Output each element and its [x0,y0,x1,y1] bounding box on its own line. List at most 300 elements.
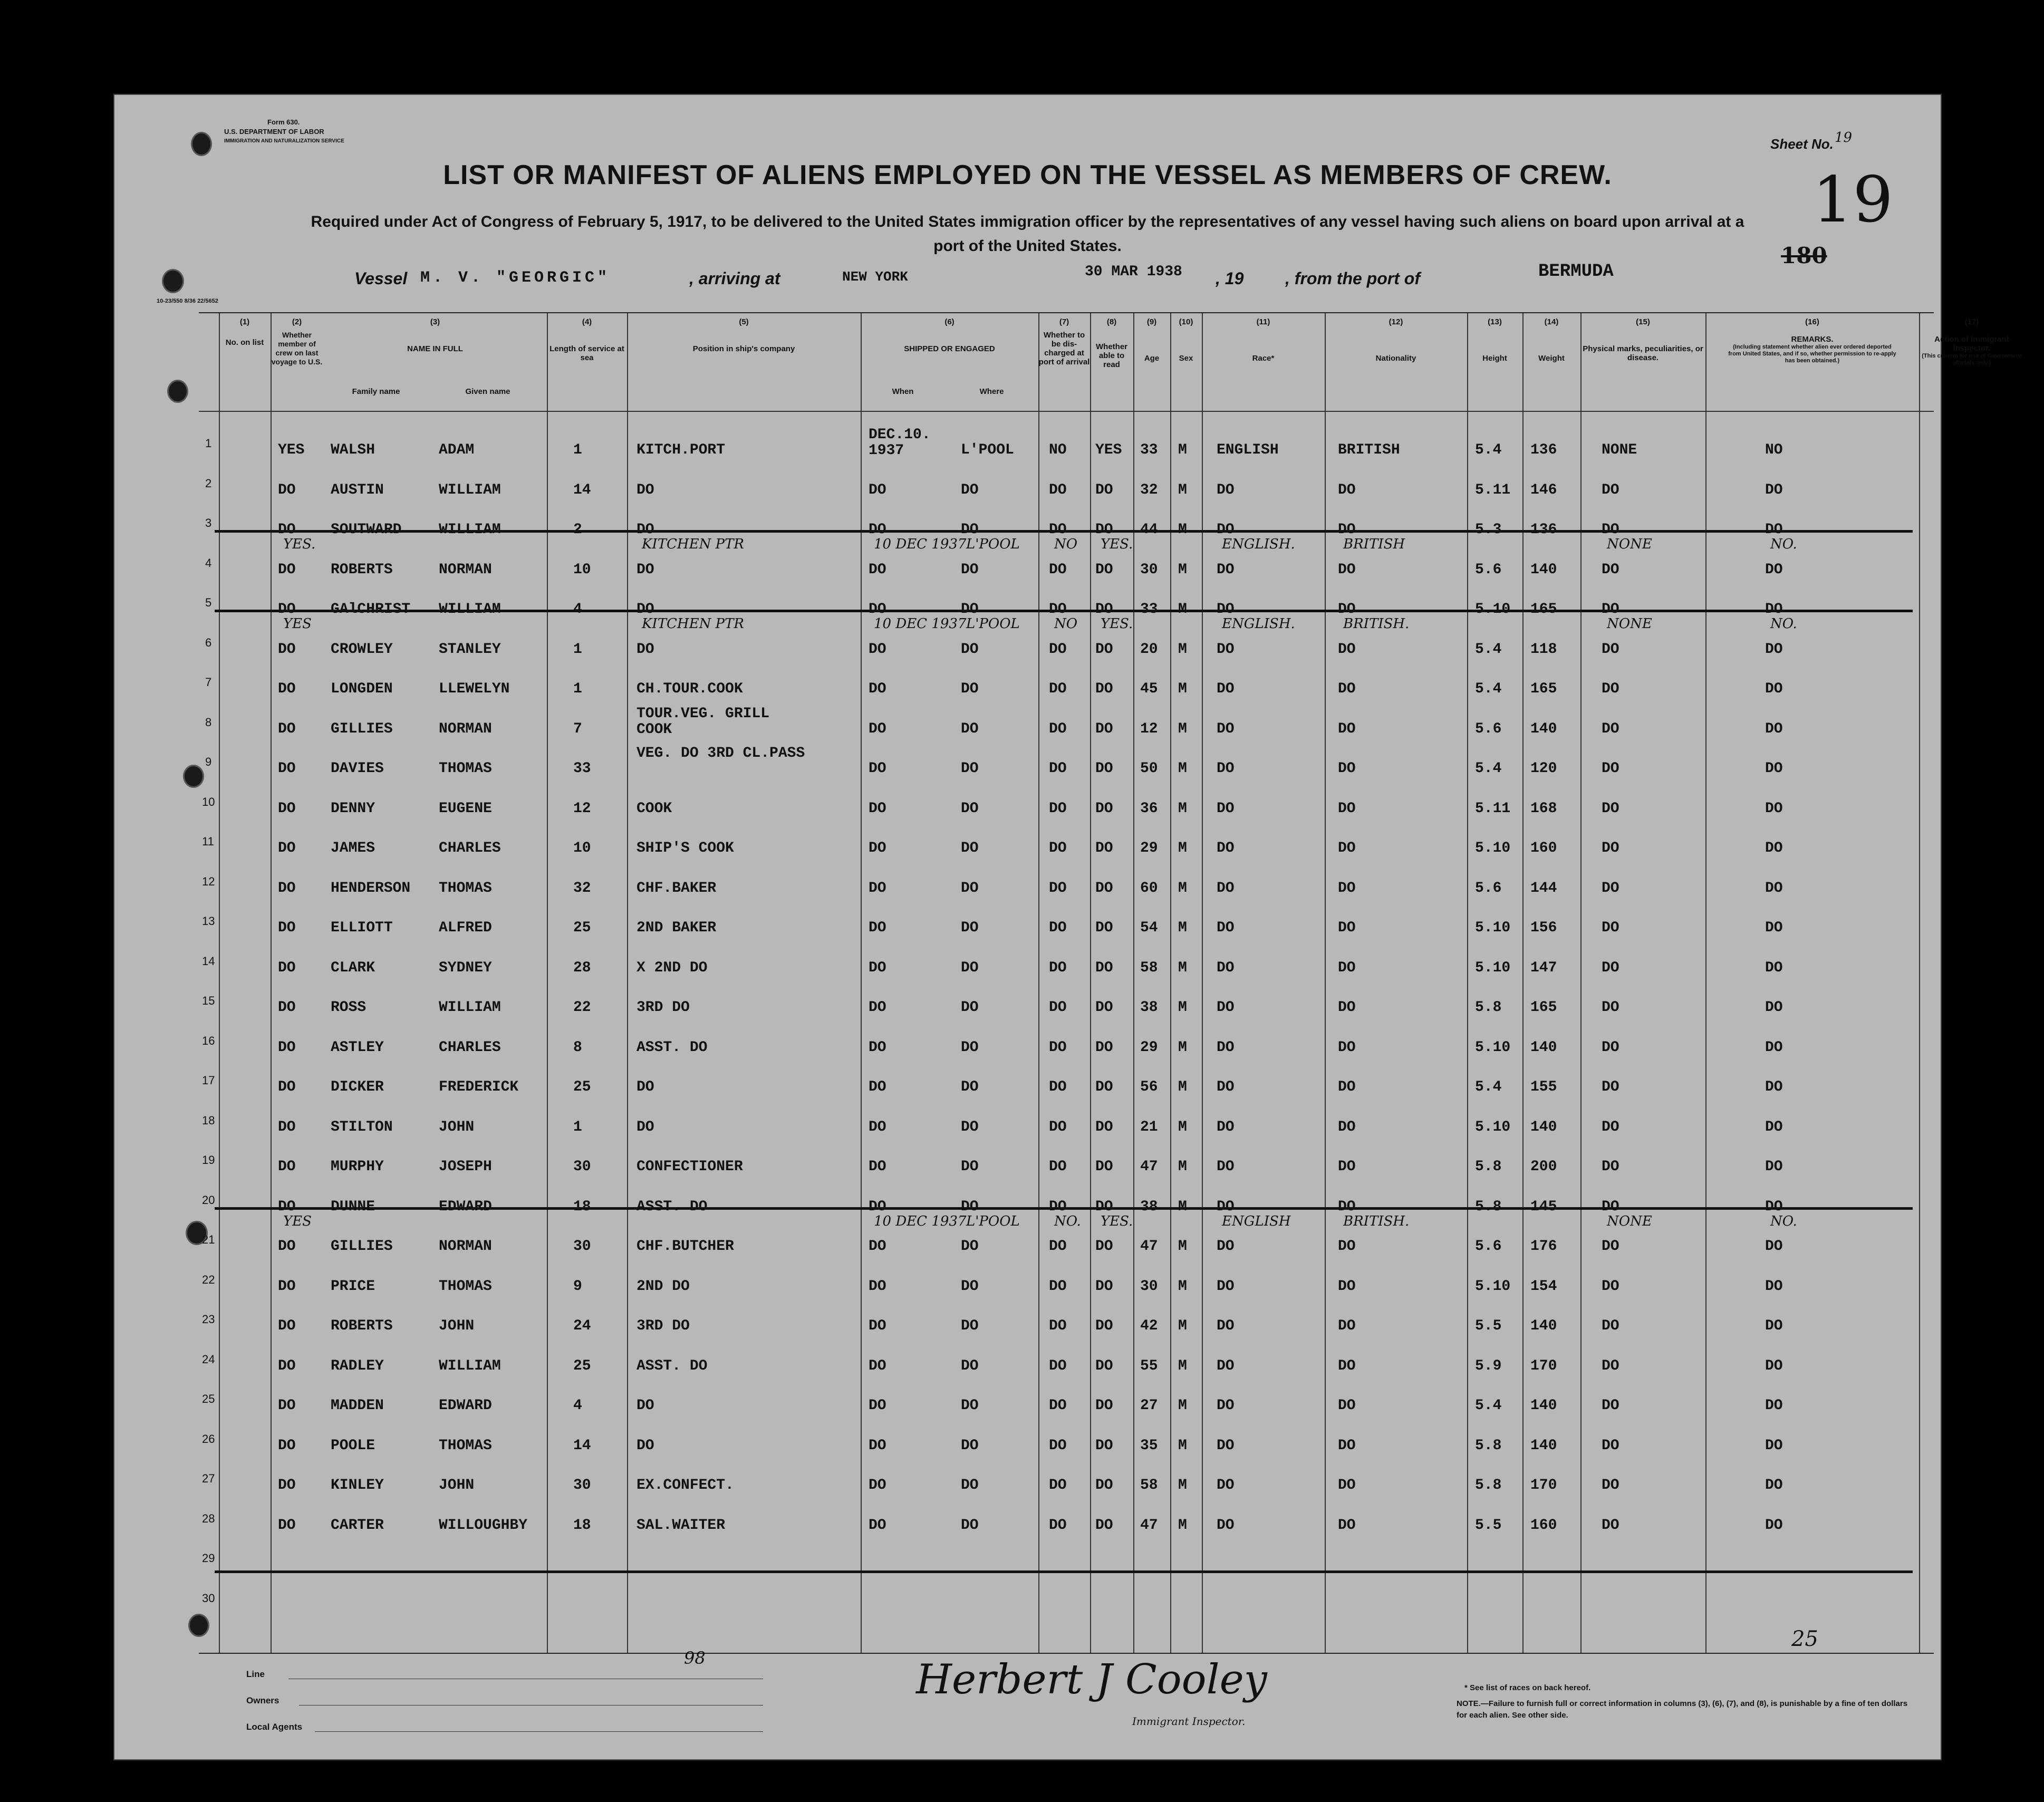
table-row [199,1271,1934,1303]
handwritten-marks: NONE [1607,1213,1652,1229]
cell-marks: DO [1602,800,1619,817]
cell-c2: DO [278,1318,296,1334]
cell-pos: 2ND BAKER [637,920,717,936]
cell-wt: 136 [1530,522,1557,538]
cell-wt: 120 [1530,760,1557,777]
crew-table [199,312,2022,1654]
cell-nat: DO [1338,601,1356,618]
cell-marks: DO [1602,1238,1619,1255]
cell-fam: DICKER [331,1079,384,1095]
inspector-signature: Herbert J Cooley [916,1656,1267,1703]
cell-marks: DO [1602,1039,1619,1056]
page-title: LIST OR MANIFEST OF ALIENS EMPLOYED ON THE VESSEL AS MEMBERS OF CREW. [443,160,1612,190]
cell-wt: 146 [1530,481,1557,498]
row-number: 1 [205,437,212,450]
cell-when: DO [869,1278,886,1295]
cell-rem: DO [1765,1517,1783,1534]
cell-race: DO [1217,1079,1235,1095]
handwritten-nat: BRITISH [1343,536,1405,552]
cell-ht: 5.10 [1475,959,1511,976]
cell-len: 32 [573,880,591,897]
cell-marks: DO [1602,481,1619,498]
handwritten-dis: NO [1054,536,1078,552]
cell-marks: DO [1602,1119,1619,1135]
cell-sex: M [1178,601,1187,618]
cell-read: DO [1095,601,1113,618]
cell-wt: 140 [1530,720,1557,737]
table-row [199,745,1934,785]
cell-dis: DO [1049,800,1067,817]
cell-when: DO [869,1079,886,1095]
cell-read: DO [1095,1357,1113,1374]
handwritten-marks: NONE [1607,616,1652,632]
cell-marks: DO [1602,1318,1619,1334]
cell-nat: BRITISH [1338,442,1400,458]
cell-giv: THOMAS [439,1278,492,1295]
cell-c2: DO [278,1357,296,1374]
cell-ht: 5.11 [1475,800,1511,817]
cell-marks: NONE [1602,442,1637,458]
cell-pos: 3RD DO [637,1318,690,1334]
table-row [199,833,1934,864]
cell-where: DO [961,1159,979,1175]
cell-fam: CARTER [331,1517,384,1534]
cell-race: DO [1217,840,1235,856]
cell-nat: DO [1338,561,1356,578]
cell-giv: JOHN [439,1318,475,1334]
cell-giv: FREDERICK [439,1079,519,1095]
cell-ht: 5.10 [1475,1119,1511,1135]
cell-fam: DUNNE [331,1198,375,1215]
cell-read: DO [1095,800,1113,817]
cell-fam: AUSTIN [331,481,384,498]
cell-marks: DO [1602,720,1619,737]
col-12-title: Nationality [1375,354,1416,363]
table-row [199,873,1934,904]
cell-dis: DO [1049,681,1067,697]
cell-where: DO [961,760,979,777]
from-port-label: , from the port of [1285,269,1420,288]
cell-len: 28 [573,959,591,976]
col-17-title: Action of Immigrant Inspector. [1934,335,2009,353]
cell-len: 14 [573,1437,591,1454]
cell-rem: DO [1765,880,1783,897]
row-number: 2 [205,476,212,490]
cell-dis: DO [1049,1398,1067,1414]
cell-race: DO [1217,1398,1235,1414]
cell-marks: DO [1602,1477,1619,1493]
cell-race: ENGLISH [1217,442,1279,458]
cell-where: DO [961,800,979,817]
cell-where: DO [961,1278,979,1295]
cell-c2: DO [278,681,296,697]
handwritten-nat: BRITISH. [1343,616,1410,632]
cell-race: DO [1217,920,1235,936]
cell-when: DO [869,1198,886,1215]
cell-dis: DO [1049,760,1067,777]
cell-pos: EX.CONFECT. [637,1477,734,1493]
cell-sex: M [1178,840,1187,856]
cell-pos: DO [637,522,654,538]
row-number: 9 [205,755,212,768]
service-name: IMMIGRATION AND NATURALIZATION SERVICE [224,138,344,144]
cell-race: DO [1217,522,1235,538]
sheet-number: 19 [1835,130,1853,146]
cell-sex: M [1178,1119,1187,1135]
cell-dis: DO [1049,999,1067,1016]
row-number: 29 [202,1552,215,1565]
cell-rem: DO [1765,681,1783,697]
cell-read: DO [1095,681,1113,697]
table-row [199,427,1934,466]
cell-where: L'POOL [961,442,1014,458]
cell-ht: 5.11 [1475,481,1511,498]
cell-race: DO [1217,880,1235,897]
races-note: * See list of races on back hereof. [1464,1683,1591,1692]
cell-rem: DO [1765,1238,1783,1255]
page-subtitle: Required under Act of Congress of February 5, 1917, to be delivered to the United States immigration officer by the representatives of any vessel having such aliens on board upon arrival at a port of the United States. [311,213,1744,255]
table-row [199,594,1934,632]
cell-wt: 136 [1530,442,1557,458]
row-number: 3 [205,516,212,529]
cell-age: 47 [1140,1238,1158,1255]
cell-c2: DO [278,880,296,897]
cell-fam: JAMES [331,840,375,856]
cell-marks: DO [1602,920,1619,936]
col-3b-title: Given name [465,387,510,396]
cell-dis: DO [1049,720,1067,737]
cell-len: 25 [573,1079,591,1095]
cell-nat: DO [1338,1357,1356,1374]
cell-c2: DO [278,840,296,856]
cell-len: 33 [573,760,591,777]
cell-marks: DO [1602,522,1619,538]
cell-when: DO [869,681,886,697]
cell-marks: DO [1602,760,1619,777]
col-2-number: (2) [292,317,302,326]
cell-sex: M [1178,1238,1187,1255]
cell-nat: DO [1338,1477,1356,1493]
table-row [199,1191,1934,1229]
cell-age: 50 [1140,760,1158,777]
cell-pos: ASST. DO [637,1039,708,1056]
table-row [199,673,1934,705]
cell-when: DO [869,522,886,538]
cell-giv: JOHN [439,1119,475,1135]
cell-c2: DO [278,1517,296,1534]
cell-dis: DO [1049,1318,1067,1334]
col-16-subtitle: (Including statement whether alien ever ordered deported from United States, and if so, whether permission to re-apply has been obtained.) [1728,344,1896,364]
cell-rem: DO [1765,1278,1783,1295]
handwritten-marks: NONE [1607,536,1652,552]
cell-read: DO [1095,1437,1113,1454]
col-8-title: Whether able to read [1096,342,1127,369]
row-number: 10 [202,795,215,808]
cell-when: DO [869,641,886,658]
cell-nat: DO [1338,720,1356,737]
cell-rem: DO [1765,561,1783,578]
cell-age: 38 [1140,1198,1158,1215]
cell-race: DO [1217,1119,1235,1135]
cell-ht: 5.10 [1475,840,1511,856]
cell-marks: DO [1602,1159,1619,1175]
row-number: 7 [205,676,212,689]
cell-wt: 170 [1530,1477,1557,1493]
cell-pos: CONFECTIONER [637,1159,743,1175]
cell-giv: THOMAS [439,1437,492,1454]
handwritten-rem: NO. [1770,536,1797,552]
row-number: 25 [202,1392,215,1405]
cell-race: DO [1217,800,1235,817]
cell-rem: DO [1765,1039,1783,1056]
cell-c2: DO [278,1039,296,1056]
col-15-title: Physical marks, peculiarities, or disease. [1583,344,1703,362]
cell-giv: NORMAN [439,1238,492,1255]
cell-age: 56 [1140,1079,1158,1095]
col-6b-title: Where [979,387,1004,396]
cell-nat: DO [1338,880,1356,897]
cell-sex: M [1178,720,1187,737]
cell-where: DO [961,920,979,936]
cell-when: DO [869,959,886,976]
cell-len: 4 [573,1398,582,1414]
cell-age: 29 [1140,1039,1158,1056]
cell-fam: SOUTWARD [331,522,402,538]
cell-where: DO [961,880,979,897]
cell-read: YES [1095,442,1122,458]
cell-rem: DO [1765,522,1783,538]
cell-giv: WILLIAM [439,1357,501,1374]
line-label: Line [246,1669,265,1679]
handwritten-rem: NO. [1770,616,1797,632]
department-name: U.S. DEPARTMENT OF LABOR [224,128,324,136]
cell-marks: DO [1602,1517,1619,1534]
form-number: Form 630. [267,118,300,126]
cell-rem: DO [1765,800,1783,817]
cell-c2: DO [278,601,296,618]
cell-pos: DO [637,1398,654,1414]
cell-age: 55 [1140,1357,1158,1374]
cell-nat: DO [1338,1238,1356,1255]
cell-when: DO [869,481,886,498]
cell-when: DO [869,1039,886,1056]
col-5-title: Position in ship's company [692,344,795,353]
cell-len: 14 [573,481,591,498]
cell-giv: JOSEPH [439,1159,492,1175]
table-row [199,912,1934,944]
cell-c2: DO [278,1477,296,1493]
cell-fam: CLARK [331,959,375,976]
cell-fam: GILLIES [331,720,393,737]
cell-age: 58 [1140,959,1158,976]
table-row [199,634,1934,666]
cell-nat: DO [1338,1517,1356,1534]
cell-age: 54 [1140,920,1158,936]
cell-giv: EDWARD [439,1198,492,1215]
table-row [199,1072,1934,1103]
cell-where: DO [961,481,979,498]
cell-c2: DO [278,1198,296,1215]
cell-when: DO [869,999,886,1016]
table-row [199,1310,1934,1342]
vessel-label: Vessel [354,269,408,288]
cell-read: DO [1095,1039,1113,1056]
cell-pos: TOUR.VEG. GRILL COOK [637,705,770,738]
cell-when: DO [869,1517,886,1534]
cell-len: 9 [573,1278,582,1295]
col-12-number: (12) [1389,317,1403,326]
cell-len: 30 [573,1477,591,1493]
handwritten-when: 10 DEC 1937 [874,616,967,632]
cell-where: DO [961,1477,979,1493]
cell-rem: DO [1765,1398,1783,1414]
cell-where: DO [961,1318,979,1334]
cell-wt: 165 [1530,681,1557,697]
cell-ht: 5.10 [1475,601,1511,618]
end-line [215,1570,1913,1573]
cell-giv: WILLIAM [439,522,501,538]
cell-dis: DO [1049,1238,1067,1255]
cell-marks: DO [1602,681,1619,697]
print-code: 10-23/550 8/36 22/5652 [157,298,218,304]
cell-pos: CHF.BUTCHER [637,1238,734,1255]
cell-nat: DO [1338,481,1356,498]
cell-when: DO [869,1437,886,1454]
cell-rem: DO [1765,1119,1783,1135]
cell-nat: DO [1338,1318,1356,1334]
cell-ht: 5.4 [1475,1398,1502,1414]
cell-read: DO [1095,561,1113,578]
cell-dis: DO [1049,1437,1067,1454]
cell-sex: M [1178,1477,1187,1493]
cell-ht: 5.6 [1475,720,1502,737]
cell-giv: NORMAN [439,561,492,578]
strike-line [215,530,1913,533]
cell-wt: 140 [1530,1119,1557,1135]
cell-race: DO [1217,1278,1235,1295]
cell-nat: DO [1338,800,1356,817]
col-4-title: Length of service at sea [549,344,624,362]
cell-giv: ADAM [439,442,475,458]
inspector-label: Immigrant Inspector. [1132,1715,1246,1728]
cell-ht: 5.4 [1475,641,1502,658]
cell-c2: DO [278,720,296,737]
cell-pos: SHIP'S COOK [637,840,734,856]
cell-read: DO [1095,959,1113,976]
cell-nat: DO [1338,1079,1356,1095]
cell-when: DO [869,1357,886,1374]
cell-read: DO [1095,522,1113,538]
arrival-date: 30 MAR 1938 [1085,264,1182,280]
cell-age: 21 [1140,1119,1158,1135]
cell-where: DO [961,681,979,697]
table-row [199,554,1934,586]
cell-when: DO [869,1119,886,1135]
punch-hole [191,132,212,156]
cell-where: DO [961,720,979,737]
col-4-number: (4) [582,317,592,326]
col-10-title: Sex [1179,354,1193,363]
cell-rem: DO [1765,720,1783,737]
cell-c2: DO [278,1238,296,1255]
cell-c2: DO [278,920,296,936]
cell-dis: DO [1049,641,1067,658]
cell-sex: M [1178,442,1187,458]
cell-giv: EUGENE [439,800,492,817]
cell-ht: 5.4 [1475,681,1502,697]
table-row [199,514,1934,552]
cell-wt: 140 [1530,1318,1557,1334]
cell-ht: 5.9 [1475,1357,1502,1374]
cell-sex: M [1178,920,1187,936]
cell-age: 12 [1140,720,1158,737]
cell-where: DO [961,522,979,538]
row-number: 12 [202,874,215,888]
cell-ht: 5.8 [1475,1159,1502,1175]
cell-read: DO [1095,481,1113,498]
row-number: 16 [202,1034,215,1047]
cell-ht: 5.8 [1475,1198,1502,1215]
cell-where: DO [961,601,979,618]
cell-sex: M [1178,999,1187,1016]
cell-age: 20 [1140,641,1158,658]
handwritten-read: YES. [1101,1213,1133,1229]
struck-sheet-number: 180 [1781,243,1827,268]
vessel-name: M. V. "GEORGIC" [420,269,611,287]
cell-race: DO [1217,1159,1235,1175]
cell-sex: M [1178,641,1187,658]
cell-pos: SAL.WAITER [637,1517,726,1534]
handwritten-rem: NO. [1770,1213,1797,1229]
cell-dis: DO [1049,1278,1067,1295]
cell-wt: 165 [1530,601,1557,618]
cell-c2: DO [278,1437,296,1454]
cell-race: DO [1217,1357,1235,1374]
cell-age: 35 [1140,1437,1158,1454]
row-number: 6 [205,635,212,649]
handwritten-pos: KITCHEN PTR [642,536,745,552]
cell-pos: DO [637,601,654,618]
cell-race: DO [1217,1039,1235,1056]
cell-when: DO [869,1398,886,1414]
cell-wt: 170 [1530,1357,1557,1374]
col-9-number: (9) [1146,317,1157,326]
table-row [199,1151,1934,1183]
cell-age: 45 [1140,681,1158,697]
cell-read: DO [1095,1198,1113,1215]
cell-wt: 140 [1530,1437,1557,1454]
cell-marks: DO [1602,1437,1619,1454]
cell-race: DO [1217,1318,1235,1334]
cell-read: DO [1095,880,1113,897]
year-label: , 19 [1216,269,1244,288]
cell-fam: CROWLEY [331,641,393,658]
cell-len: 1 [573,641,582,658]
cell-nat: DO [1338,840,1356,856]
col-6-title: SHIPPED OR ENGAGED [904,344,995,353]
col-7-number: (7) [1059,317,1069,326]
cell-when: DO [869,1159,886,1175]
col-16-title: REMARKS. [1791,335,1834,344]
col-14-title: Weight [1538,354,1565,363]
cell-len: 25 [573,920,591,936]
cell-giv: SYDNEY [439,959,492,976]
col-6-number: (6) [944,317,954,326]
cell-ht: 5.10 [1475,920,1511,936]
cell-len: 25 [573,1357,591,1374]
cell-dis: DO [1049,481,1067,498]
cell-rem: DO [1765,1079,1783,1095]
